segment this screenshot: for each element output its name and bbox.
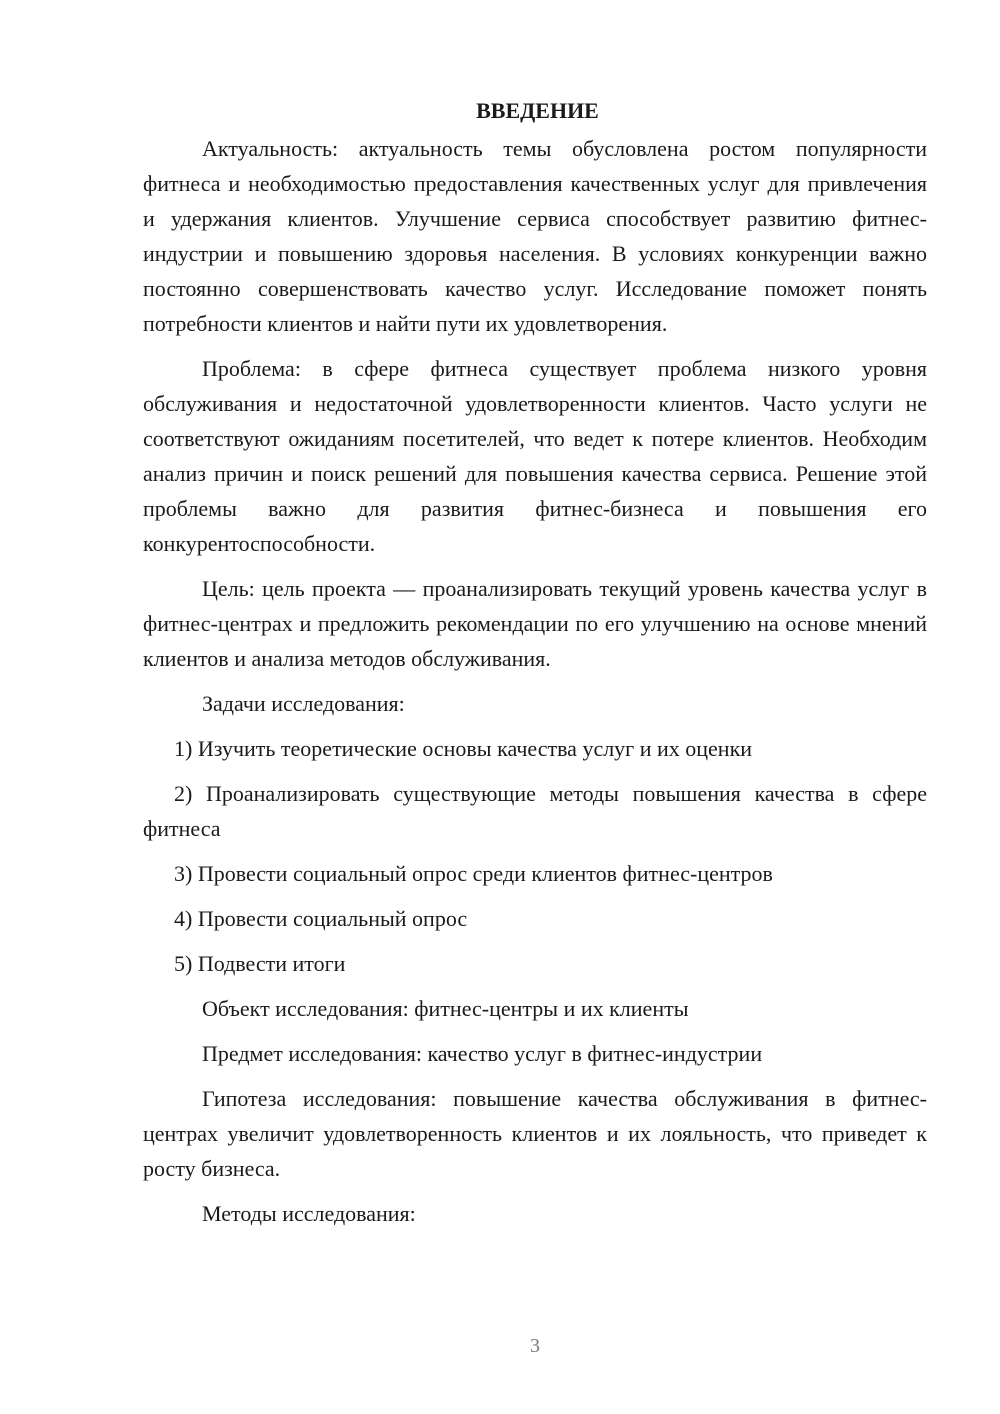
methods-heading: Методы исследования: (202, 1201, 416, 1226)
page-title: ВВЕДЕНИЕ (476, 98, 599, 123)
task-item-2: 2) Проанализировать существующие методы повышения качества в сфере фитнеса (143, 781, 927, 841)
research-object: Объект исследования: фитнес-центры и их клиенты (202, 996, 689, 1021)
page-number: 3 (530, 1335, 540, 1357)
research-hypothesis: Гипотеза исследования: повышение качества обслуживания в фитнес-центрах увеличит удовлетворенность клиентов и их лояльность, что приведет к росту бизнеса. (143, 1086, 927, 1181)
research-subject: Предмет исследования: качество услуг в фитнес-индустрии (202, 1041, 763, 1066)
task-item-3: 3) Провести социальный опрос среди клиентов фитнес-центров (174, 861, 773, 886)
task-item-5: 5) Подвести итоги (174, 951, 346, 976)
paragraph-problem: Проблема: в сфере фитнеса существует проблема низкого уровня обслуживания и недостаточной удовлетворенности клиентов. Часто услуги не соответствуют ожиданиям посетителей, что ведет к потере клиентов. Необходим анализ причин и поиск решений для повышения качества сервиса. Решение этой проблемы важно для развития фитнес-бизнеса и повышения его конкурентоспособности. (143, 356, 927, 556)
tasks-heading: Задачи исследования: (202, 691, 405, 716)
document-page (143, 96, 927, 1231)
task-item-1: 1) Изучить теоретические основы качества услуг и их оценки (174, 736, 753, 761)
task-item-4: 4) Провести социальный опрос (174, 906, 468, 931)
paragraph-goal: Цель: цель проекта — проанализировать текущий уровень качества услуг в фитнес-центрах и предложить рекомендации по его улучшению на основе мнений клиентов и анализа методов обслуживания. (143, 576, 927, 671)
paragraph-relevance: Актуальность: актуальность темы обусловлена ростом популярности фитнеса и необходимостью предоставления качественных услуг для привлечения и удержания клиентов. Улучшение сервиса способствует развитию фитнес-индустрии и повышению здоровья населения. В условиях конкуренции важно постоянно совершенствовать качество услуг. Исследование поможет понять потребности клиентов и найти пути их удовлетворения. (143, 136, 927, 336)
